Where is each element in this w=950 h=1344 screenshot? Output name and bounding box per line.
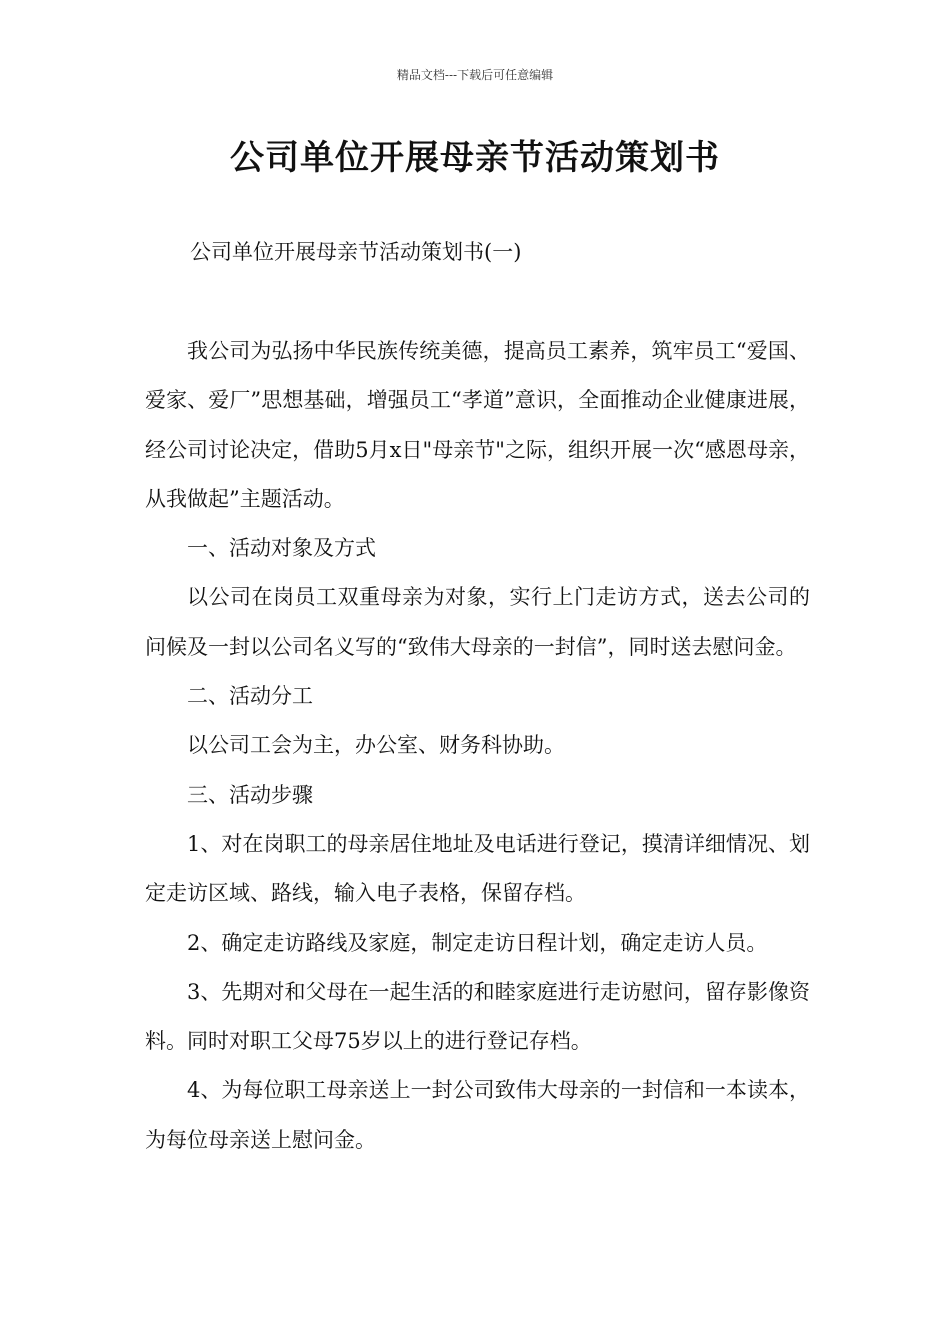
step-1-paragraph: 1、对在岗职工的母亲居住地址及电话进行登记，摸清详细情况、划定走访区域、路线，输入电子表格，保留存档。 xyxy=(145,831,810,906)
intro-paragraph: 我公司为弘扬中华民族传统美德，提高员工素养，筑牢员工“爱国、爱家、爱厂”思想基础，增强员工“孝道”意识，全面推动企业健康进展，经公司讨论决定，借助5月x日"母亲节"之际，组织开展一次“感恩母亲，从我做起”主题活动。 xyxy=(145,339,810,511)
participants-paragraph: 以公司在岗员工双重母亲为对象，实行上门走访方式，送去公司的问候及一封以公司名义写的“致伟大母亲的一封信”，同时送去慰问金。 xyxy=(145,585,810,659)
page-header-note: 精品文档---下载后可任意编辑 xyxy=(396,68,554,82)
step-4-paragraph: 4、为每位职工母亲送上一封公司致伟大母亲的一封信和一本读本，为每位母亲送上慰问金。 xyxy=(145,1078,810,1152)
section-heading-participants: 一、活动对象及方式 xyxy=(187,536,376,561)
division-paragraph: 以公司工会为主，办公室、财务科协助。 xyxy=(187,733,565,758)
section-heading-steps: 三、活动步骤 xyxy=(187,782,313,807)
document-subtitle: 公司单位开展母亲节活动策划书(一) xyxy=(190,240,522,264)
step-3-paragraph: 3、先期对和父母在一起生活的和睦家庭进行走访慰问，留存影像资料。同时对职工父母75岁以上的进行登记存档。 xyxy=(145,979,810,1054)
document-title: 公司单位开展母亲节活动策划书 xyxy=(230,138,720,178)
document-body xyxy=(145,327,810,1165)
section-heading-division: 二、活动分工 xyxy=(187,684,313,709)
step-2-paragraph: 2、确定走访路线及家庭，制定走访日程计划，确定走访人员。 xyxy=(187,930,768,955)
